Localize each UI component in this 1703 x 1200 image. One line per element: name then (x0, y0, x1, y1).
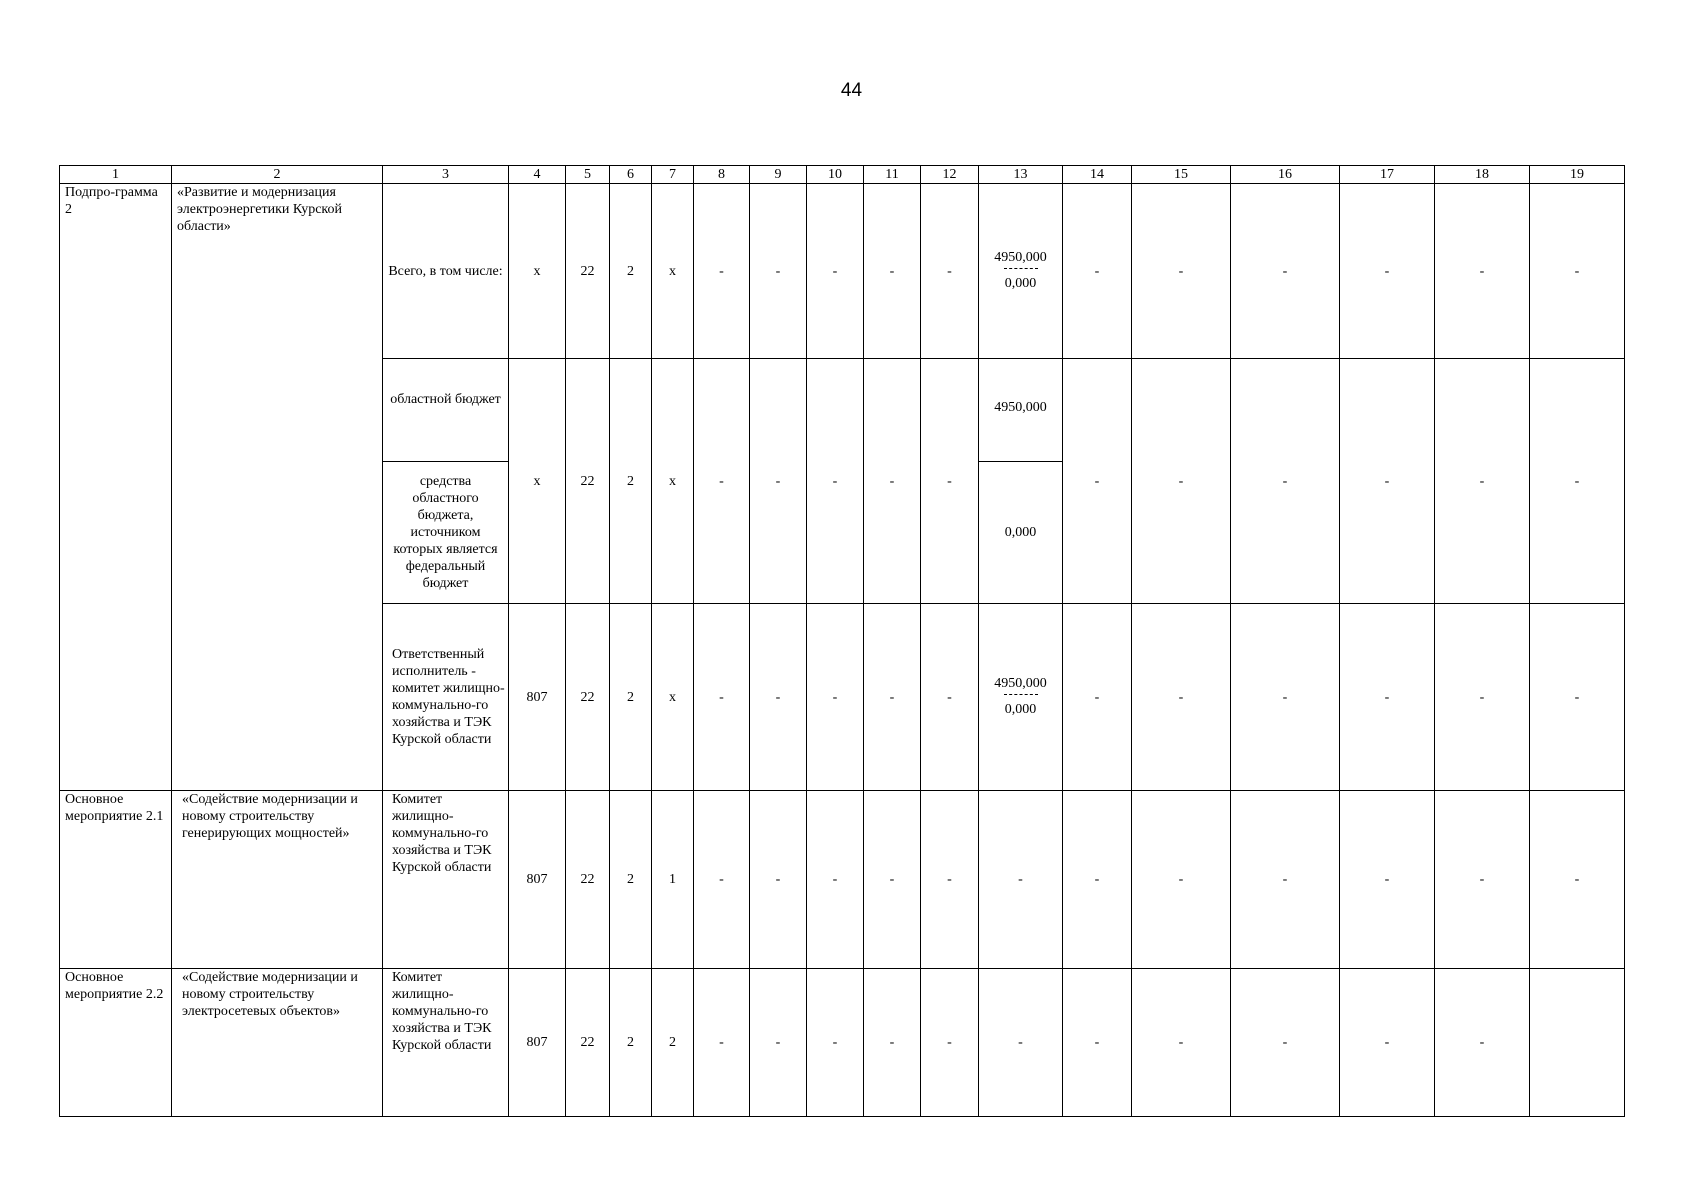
table-cell: - (1132, 969, 1231, 1117)
subprogram-title: «Развитие и модернизация электроэнергетики Курской области» (172, 184, 383, 791)
table-cell: - (864, 604, 921, 791)
table-cell: x (652, 184, 694, 359)
table-cell: - (750, 969, 807, 1117)
table-cell: - (750, 604, 807, 791)
table-cell: - (1435, 791, 1530, 969)
table-cell: - (864, 969, 921, 1117)
table-cell: x (652, 359, 694, 604)
table-cell: x (509, 359, 566, 604)
header-cell: 1 (60, 166, 172, 184)
page-number: 44 (840, 80, 863, 101)
table-cell: - (921, 604, 979, 791)
table-cell: 22 (566, 791, 610, 969)
header-row (60, 166, 1625, 184)
header-cell: 16 (1231, 166, 1340, 184)
table-cell: - (1231, 604, 1340, 791)
table-cell: - (694, 359, 750, 604)
fraction-bottom: 0,000 (1004, 275, 1037, 291)
funding-source-total: Всего, в том числе: (383, 184, 509, 359)
table-cell: - (1063, 359, 1132, 604)
table-cell: - (750, 184, 807, 359)
activity-executor: Комитет жилищно-коммунально-го хозяйства и ТЭК Курской области (383, 969, 509, 1117)
header-cell: 4 (509, 166, 566, 184)
subprogram-name: Подпро-грамма 2 (60, 184, 172, 791)
fraction (994, 251, 1047, 291)
table-cell: 0,000 (979, 462, 1063, 604)
header-cell: 12 (921, 166, 979, 184)
table-cell: - (1435, 184, 1530, 359)
fraction-bottom: 0,000 (1004, 701, 1037, 717)
table-cell: - (807, 604, 864, 791)
table-row (60, 969, 1625, 1117)
header-cell: 19 (1530, 166, 1625, 184)
header-cell: 18 (1435, 166, 1530, 184)
header-cell: 11 (864, 166, 921, 184)
table-cell: - (1340, 184, 1435, 359)
table-cell: - (921, 791, 979, 969)
table-cell: - (979, 969, 1063, 1117)
table-cell: - (1435, 604, 1530, 791)
fraction-cell (979, 604, 1063, 791)
table-cell: - (1340, 604, 1435, 791)
fraction-top: 4950,000 (994, 675, 1047, 691)
header-cell: 10 (807, 166, 864, 184)
header-cell: 9 (750, 166, 807, 184)
table-cell: 2 (610, 184, 652, 359)
table-cell: - (694, 184, 750, 359)
table-cell: - (921, 969, 979, 1117)
table-cell: - (1435, 359, 1530, 604)
fraction (994, 677, 1047, 717)
table-cell: - (1132, 791, 1231, 969)
table-cell: - (1063, 184, 1132, 359)
table-cell: - (1063, 604, 1132, 791)
table-cell: 2 (610, 791, 652, 969)
table-cell: - (807, 184, 864, 359)
table-cell: - (1340, 359, 1435, 604)
table-cell: x (652, 604, 694, 791)
table-cell: 22 (566, 359, 610, 604)
table-row (60, 791, 1625, 969)
table-cell: 2 (652, 969, 694, 1117)
table-cell: - (694, 791, 750, 969)
table-cell: 2 (610, 969, 652, 1117)
table-cell-empty (1530, 969, 1625, 1117)
activity-executor: Комитет жилищно-коммунально-го хозяйства и ТЭК Курской области (383, 791, 509, 969)
table-cell: - (1132, 184, 1231, 359)
table-cell: - (921, 359, 979, 604)
header-cell: 15 (1132, 166, 1231, 184)
table-cell: - (750, 359, 807, 604)
fraction-top: 4950,000 (994, 249, 1047, 265)
table-cell: - (1063, 969, 1132, 1117)
header-cell: 13 (979, 166, 1063, 184)
table-cell: 22 (566, 969, 610, 1117)
header-cell: 2 (172, 166, 383, 184)
activity-name: Основное мероприятие 2.1 (60, 791, 172, 969)
table-row (60, 184, 1625, 359)
table-cell: - (979, 791, 1063, 969)
table-cell: 807 (509, 969, 566, 1117)
table-cell: - (1340, 969, 1435, 1117)
table-cell: - (807, 969, 864, 1117)
table-cell: - (1231, 969, 1340, 1117)
table-cell: - (1530, 359, 1625, 604)
activity-title: «Содействие модернизации и новому строительству генерирующих мощностей» (172, 791, 383, 969)
table-cell: - (864, 359, 921, 604)
activity-title: «Содействие модернизации и новому строительству электросетевых объектов» (172, 969, 383, 1117)
table-cell: - (807, 791, 864, 969)
activity-name: Основное мероприятие 2.2 (60, 969, 172, 1117)
table-cell: - (1132, 604, 1231, 791)
fraction-cell (979, 184, 1063, 359)
table-cell: 2 (610, 604, 652, 791)
header-cell: 6 (610, 166, 652, 184)
funding-source-federal: средства областного бюджета, источником которых является федеральный бюджет (383, 462, 509, 604)
table-cell: - (864, 184, 921, 359)
responsible-executor: Ответственный исполнитель - комитет жилищно-коммунально-го хозяйства и ТЭК Курской области (383, 604, 509, 791)
table-cell: - (1435, 969, 1530, 1117)
table-cell: 22 (566, 604, 610, 791)
header-cell: 5 (566, 166, 610, 184)
table-cell: - (1530, 791, 1625, 969)
table-cell: - (864, 791, 921, 969)
table-cell: - (1231, 791, 1340, 969)
table-cell: 22 (566, 184, 610, 359)
table-cell: - (694, 969, 750, 1117)
header-cell: 7 (652, 166, 694, 184)
table-cell: - (1231, 184, 1340, 359)
table-cell: - (921, 184, 979, 359)
table-cell: - (694, 604, 750, 791)
table-cell: 2 (610, 359, 652, 604)
header-cell: 17 (1340, 166, 1435, 184)
table-cell: - (1063, 791, 1132, 969)
table-cell: - (1340, 791, 1435, 969)
table-cell: - (1231, 359, 1340, 604)
header-cell: 3 (383, 166, 509, 184)
budget-table (59, 165, 1625, 1117)
table-cell: 807 (509, 604, 566, 791)
table-cell: - (1132, 359, 1231, 604)
table-cell: 4950,000 (979, 359, 1063, 462)
table-cell: - (1530, 604, 1625, 791)
table-cell: - (750, 791, 807, 969)
table-cell: x (509, 184, 566, 359)
table-cell: 1 (652, 791, 694, 969)
header-cell: 8 (694, 166, 750, 184)
funding-source-regional: областной бюджет (383, 359, 509, 462)
table-cell: 807 (509, 791, 566, 969)
header-cell: 14 (1063, 166, 1132, 184)
table-cell: - (807, 359, 864, 604)
table-cell: - (1530, 184, 1625, 359)
